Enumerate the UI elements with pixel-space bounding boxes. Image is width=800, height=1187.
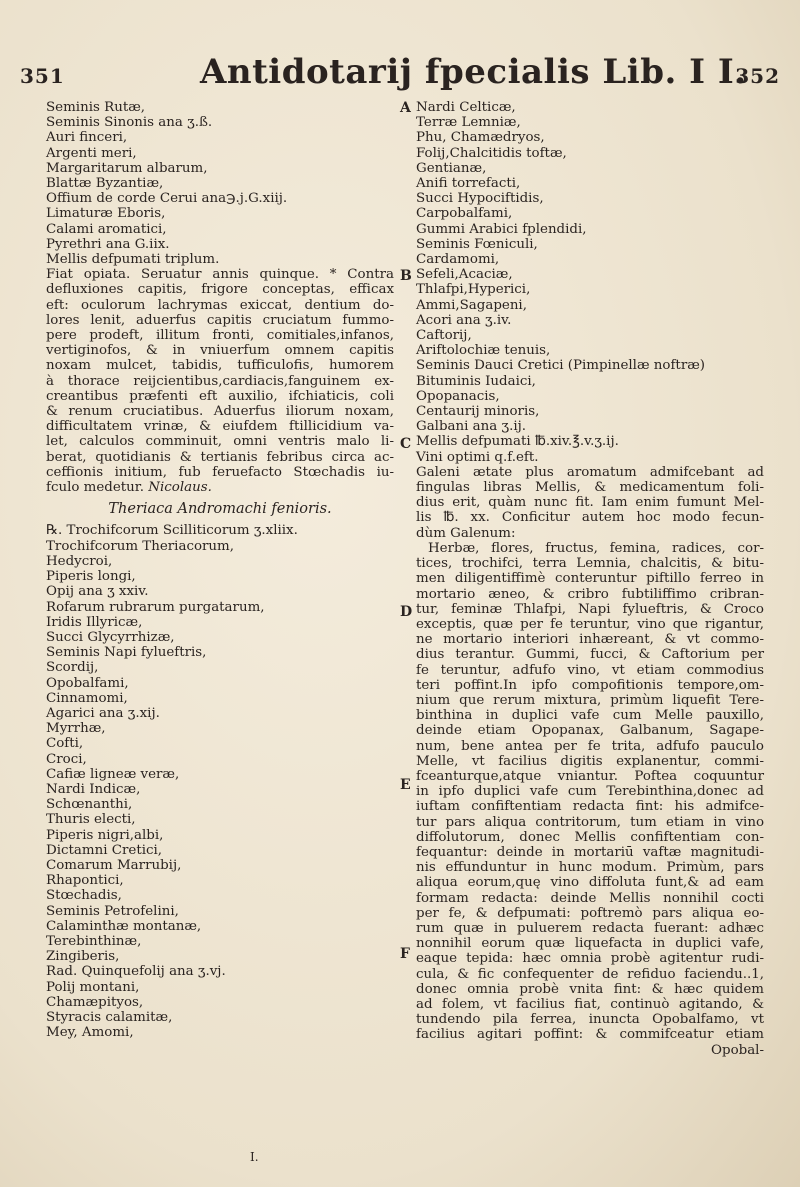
text-line: ad folem, vt facilius fiat, continuò agitando, & — [416, 996, 764, 1012]
margin-marker-a: A — [400, 100, 411, 116]
text-line: Galeni ætate plus aromatum admifcebant ad — [416, 464, 764, 480]
list-item: Succi Glycyrrhizæ, — [46, 629, 175, 645]
list-item: Calami aromatici, — [46, 221, 167, 237]
text-line: nis effunduntur in hunc modum. Primùm, pars — [416, 860, 764, 876]
text-line: tices, trochifci, terra Lemnia, chalcitis, & bitu- — [416, 556, 764, 572]
list-item: Piperis longi, — [46, 569, 136, 585]
text-line: & renum cruciatibus. Aduerfus iliorum noxam, — [46, 404, 394, 420]
list-item: Carpobalfami, — [416, 206, 513, 222]
ingredient-list-1 — [46, 100, 394, 267]
paragraph-preparation — [416, 541, 764, 1058]
list-item: ℞. Trochifcorum Scilliticorum ʒ.xliix. — [46, 523, 298, 539]
text-line: cula, & fic confequenter de refiduo faciendu..1, — [416, 966, 764, 982]
text-line: exceptis, quæ per fe teruntur, vino que rigantur, — [416, 616, 764, 632]
list-item: Agarici ana ʒ.xij. — [46, 705, 160, 721]
text-line: à thorace reijcientibus,cardiacis,fanguinem ex- — [46, 373, 394, 389]
text-line: Melle, vt facilius digitis explanentur, commi- — [416, 753, 764, 769]
list-item: Zingiberis, — [46, 949, 120, 965]
list-item: Calaminthæ montanæ, — [46, 918, 202, 934]
text-line — [46, 480, 394, 495]
text-line: mortario æneo, & cribro fubtiliffimo cribran- — [416, 586, 764, 602]
list-item: Hedycroi, — [46, 553, 113, 569]
text-line: binthina in duplici vafe cum Melle pauxillo, — [416, 708, 764, 724]
list-item: Terebinthinæ, — [46, 933, 142, 949]
list-item: Bituminis Iudaici, — [416, 373, 536, 389]
text-line: dius erit, quàm nunc fit. Iam enim fumunt Mel- — [416, 495, 764, 511]
text-line: difficultatem vrinæ, & eiufdem ftillicidium va- — [46, 419, 394, 435]
page-number-right: 352 — [735, 64, 780, 88]
list-item: Mey, Amomi, — [46, 1025, 134, 1041]
margin-marker-e: E — [400, 777, 411, 793]
text-line: aliqua eorum,quę vino diffoluta funt,& ad eam — [416, 875, 764, 891]
list-item: Rad. Quinquefolij ana ʒ.vj. — [46, 964, 226, 980]
list-item: Gummi Arabici fplendidi, — [416, 221, 587, 237]
text-line: num, bene antea per fe trita, adfufo pauculo — [416, 738, 764, 754]
text-line: berat, quotidianis & tertianis febribus circa ac- — [46, 449, 394, 465]
list-item: Limaturæ Eboris, — [46, 206, 166, 222]
list-item: Trochifcorum Theriacorum, — [46, 538, 234, 554]
ingredient-list-3 — [416, 100, 764, 465]
text-line: rum quæ in puluerem redacta fuerant: adhæc — [416, 920, 764, 936]
list-item: Thuris electi, — [46, 812, 136, 828]
text-line: nium que rerum mixtura, primùm liquefit Tere- — [416, 692, 764, 708]
text-line: per fe, & defpumati: poftremò pars aliqua eo- — [416, 905, 764, 921]
list-item: Nardi Indicæ, — [46, 781, 141, 797]
section-heading: Theriaca Andromachi fenioris. — [108, 501, 332, 518]
list-item: Cofti, — [46, 736, 84, 752]
text-line: formam redacta: deinde Mellis nonnihil cocti — [416, 890, 764, 906]
list-item: Opopanacis, — [416, 388, 500, 404]
page-header — [20, 52, 780, 92]
list-item: Seminis Sinonis ana ʒ.ß. — [46, 115, 213, 131]
text-line: iuftam confiftentiam redacta fint: his admifce- — [416, 799, 764, 815]
text-line: tur, feminæ Thlafpi, Napi fylueftris, & Croco — [416, 601, 764, 617]
text-line: tur pars aliqua contritorum, tum etiam in vino — [416, 814, 764, 830]
text-line: donec omnia probè vnita fint: & hæc quidem — [416, 981, 764, 997]
text-line: ceffionis initium, fub feruefacto Stœchadis iu- — [46, 464, 394, 480]
list-item: Myrrhæ, — [46, 721, 106, 737]
margin-marker-f: F — [400, 946, 410, 962]
right-column — [416, 100, 764, 1058]
text-line: fceanturque,atque vniantur. Poftea coquuntur — [416, 768, 764, 784]
text-line: lores lenit, aduerfus capitis cruciatum fummo- — [46, 312, 394, 328]
text-line: dius terantur. Gummi, fucci, & Caftorium per — [416, 647, 764, 663]
list-item: Pyrethri ana G.iix. — [46, 236, 170, 252]
running-title: Antidotarij fpecialis Lib. I I. — [200, 52, 747, 92]
text-line: tundendo pila ferrea, inuncta Opobalfamo, vt — [416, 1012, 764, 1028]
list-item: Polij montani, — [46, 979, 140, 995]
page-number-left: 351 — [20, 64, 65, 88]
text-line: let, calculos comminuit, omni ventris malo li- — [46, 434, 394, 450]
text-line: Fiat opiata. Seruatur annis quinque. * Contra — [46, 267, 394, 283]
text-line: vertiginofos, & in vniuerfum omnem capitis — [46, 343, 394, 359]
text-line: fequantur: deinde in mortariū vaftæ magnitudi- — [416, 844, 764, 860]
list-item: Rhapontici, — [46, 873, 124, 889]
list-item: Scordij, — [46, 660, 99, 676]
list-item: Seminis Napi fylueftris, — [46, 645, 207, 661]
list-item: Rofarum rubrarum purgatarum, — [46, 599, 265, 615]
text-line: lis ℔. xx. Conficitur autem hoc modo fecun- — [416, 510, 764, 526]
list-item: Opobalfami, — [46, 675, 129, 691]
list-item: Seminis Petrofelini, — [46, 903, 179, 919]
margin-marker-b: B — [400, 268, 412, 284]
margin-marker-d: D — [400, 604, 413, 620]
text-line: in ipfo duplici vafe cum Terebinthina,donec ad — [416, 784, 764, 800]
list-item: Stœchadis, — [46, 888, 122, 904]
list-item: Argenti meri, — [46, 145, 137, 161]
text-line: fingulas libras Mellis, & medicamentum foli- — [416, 480, 764, 496]
list-item: Chamæpityos, — [46, 994, 144, 1010]
list-item: Cardamomi, — [416, 252, 500, 268]
paragraph-galen — [416, 465, 764, 541]
left-column — [46, 100, 394, 1040]
list-item: Caftorij, — [416, 328, 472, 344]
list-item: Dictamni Cretici, — [46, 842, 163, 858]
list-item: Blattæ Byzantiæ, — [46, 176, 164, 192]
text-line: creantibus præfenti eft auxilio, ifchiaticis, coli — [46, 388, 394, 404]
text-line: noxam mulcet, tabidis, tufficulofis, humorem — [46, 358, 394, 374]
text-line: defluxiones capitis, frigore conceptas, efficax — [46, 282, 394, 298]
text-line: facilius agitari poffint: & commifceatur etiam — [416, 1027, 764, 1043]
list-item: Anifi torrefacti, — [416, 176, 521, 192]
list-item: Cafiæ ligneæ veræ, — [46, 766, 180, 782]
list-item: Schœnanthi, — [46, 797, 133, 813]
text-line: Herbæ, flores, fructus, femina, radices, cor- — [428, 540, 764, 556]
text-line: pere prodeft, illitum fronti, comitiales,infanos, — [46, 328, 394, 344]
author-name: Nicolaus. — [148, 480, 212, 496]
list-item: Ariftolochiæ tenuis, — [416, 343, 551, 359]
list-item: Offium de corde Cerui ana℈.j.G.xiij. — [46, 191, 288, 207]
list-item: Mellis defpumati triplum. — [46, 252, 220, 268]
text-line: men diligentiffimè conteruntur piftillo ferreo in — [416, 571, 764, 587]
signature-mark: I. — [250, 1150, 259, 1164]
list-item: Seminis Dauci Cretici (Pimpinellæ noftræ) — [416, 358, 706, 374]
list-item: Vini optimi q.f.eft. — [416, 449, 539, 465]
list-item: Phu, Chamædryos, — [416, 130, 545, 146]
list-item: Nardi Celticæ, — [416, 100, 516, 115]
list-item: Auri finceri, — [46, 130, 128, 146]
text-line: diffolutorum, donec Mellis confiftentiam con- — [416, 829, 764, 845]
text-line: nonnihil eorum quæ liquefacta in duplici vafe, — [416, 936, 764, 952]
list-item: Margaritarum albarum, — [46, 160, 208, 176]
list-item: Terræ Lemniæ, — [416, 115, 521, 131]
catchword: Opobal- — [711, 1042, 764, 1058]
list-item: Acori ana ʒ.iv. — [416, 312, 512, 328]
list-item: Piperis nigri,albi, — [46, 827, 164, 843]
list-item: Succi Hypociftidis, — [416, 191, 544, 207]
list-item: Gentianæ, — [416, 160, 487, 176]
list-item: Seminis Fœniculi, — [416, 236, 538, 252]
list-item: Croci, — [46, 751, 87, 767]
text-line: ne mortario interiori inhæreant, & vt commo- — [416, 632, 764, 648]
text-line: eaque tepida: hæc omnia probè agitentur rudi- — [416, 951, 764, 967]
list-item: Thlafpi,Hyperici, — [416, 282, 531, 298]
list-item: Cinnamomi, — [46, 690, 128, 706]
text-line: teri poffint.In ipfo compofitionis tempore,om- — [416, 677, 764, 693]
list-item: Seminis Rutæ, — [46, 100, 146, 115]
list-item: Galbani ana ʒ.ij. — [416, 419, 527, 435]
text-line: fe teruntur, adfufo vino, vt etiam commodius — [416, 662, 764, 678]
list-item: Styracis calamitæ, — [46, 1009, 173, 1025]
paragraph-opiata — [46, 267, 394, 495]
text-line: deinde etiam Opopanax, Galbanum, Sagape- — [416, 723, 764, 739]
list-item: Comarum Marrubij, — [46, 857, 182, 873]
text-line: dùm Galenum: — [416, 525, 516, 541]
list-item: Opij ana ʒ xxiv. — [46, 584, 149, 600]
list-item: Folij,Chalcitidis toftæ, — [416, 145, 567, 161]
margin-marker-c: C — [400, 436, 412, 452]
list-item: Centaurij minoris, — [416, 404, 540, 420]
list-item: Sefeli,Acaciæ, — [416, 267, 513, 283]
text-line: eft: oculorum lachrymas exiccat, dentium do- — [46, 297, 394, 313]
list-item: Ammi,Sagapeni, — [416, 297, 527, 313]
list-item: Iridis Illyricæ, — [46, 614, 143, 630]
ingredient-list-2 — [46, 523, 394, 1040]
text-line-end: fculo medetur. — [46, 480, 144, 496]
list-item: Mellis defpumati ℔.xiv.℥.v.ʒ.ij. — [416, 434, 619, 450]
